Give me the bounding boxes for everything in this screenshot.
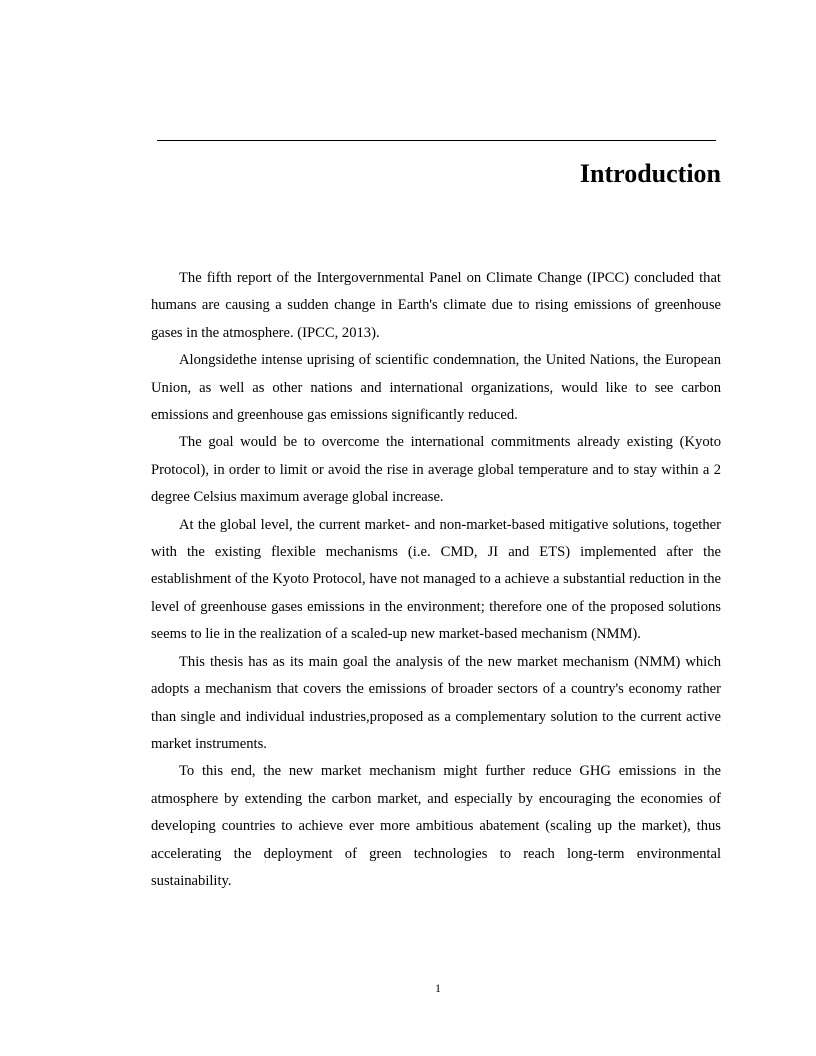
chapter-title: Introduction <box>579 159 721 188</box>
paragraph-5: This thesis has as its main goal the analysis of the new market mechanism (NMM) which adopts a mechanism that covers the emissions of broader sectors of a country's economy rather than single and individual industries,proposed as a complementary solution to the current active market instruments. <box>151 653 721 752</box>
paragraph-4: At the global level, the current market- and non-market-based mitigative solutions, together with the existing flexible mechanisms (i.e. CMD, JI and ETS) implemented after the establishment of the Kyoto Protocol, have not managed to a achieve a substantial reduction in the level of greenhouse gases emissions in the environment; therefore one of the proposed solutions seems to lie in the realization of a scaled-up new market-based mechanism (NMM). <box>151 516 721 643</box>
header-rule <box>157 140 716 141</box>
paragraph-6: To this end, the new market mechanism might further reduce GHG emissions in the atmosphere by extending the carbon market, and especially by encouraging the economies of developing countries to achieve ever more ambitious abatement (scaling up the market), thus accelerating the deployment of green technologies to reach long-term environmental sustainability. <box>151 763 721 889</box>
paragraph-2: Alongsidethe intense uprising of scientific condemnation, the United Nations, the European Union, as well as other nations and international organizations, would like to see carbon emissions and greenhouse gas emissions significantly reduced. <box>151 352 721 424</box>
body-text <box>151 265 721 895</box>
page-number: 1 <box>435 981 441 995</box>
paragraph-1: The fifth report of the Intergovernmental Panel on Climate Change (IPCC) concluded that humans are causing a sudden change in Earth's climate due to rising emissions of greenhouse gases in the atmosphere. (IPCC, 2013). <box>151 270 721 341</box>
paragraph-3: The goal would be to overcome the international commitments already existing (Kyoto Protocol), in order to limit or avoid the rise in average global temperature and to stay within a 2 degree Celsius maximum average global increase. <box>151 434 721 506</box>
